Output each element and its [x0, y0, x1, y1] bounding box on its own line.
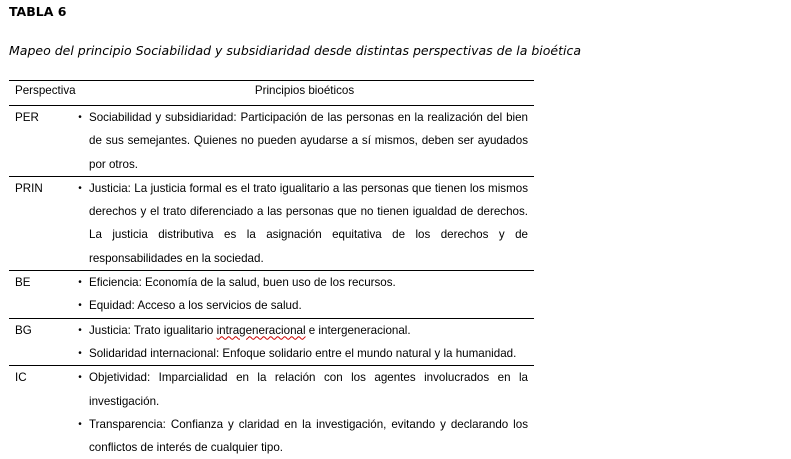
perspective-cell: BE — [15, 276, 31, 290]
bullet-icon: • — [78, 418, 82, 430]
principle-text: Equidad: Acceso a los servicios de salud. — [89, 299, 302, 313]
header-principles: Principios bioéticos — [254, 84, 355, 97]
principle-text: Solidaridad internacional: Enfoque solidario entre el mundo natural y la humanidad. — [89, 346, 517, 360]
table-label: TABLA 6 — [9, 4, 67, 19]
principles-list — [75, 319, 534, 366]
bullet-icon: • — [78, 324, 82, 336]
principle-text — [89, 319, 534, 342]
list-item — [75, 271, 534, 294]
list-item — [75, 294, 534, 317]
list-item — [75, 366, 534, 413]
principle-text: Justicia: La justicia formal es el trato igualitario a las personas que tienen los mismos derechos y el trato diferenciado a las personas que no tienen igualdad de derechos. La justicia distributiva es la asignación equitativa de los derechos y de responsabilidades en la sociedad. — [89, 181, 528, 265]
perspective-cell: PRIN — [15, 181, 43, 195]
principle-text-after: e intergeneracional. — [305, 323, 411, 337]
principle-text: Sociabilidad y subsidiaridad: Participación de las personas en la realización del bien de sus semejantes. Quienes no pueden ayudarse a sí mismos, deben ser ayudados por otros. — [89, 111, 528, 171]
table-row — [9, 177, 534, 271]
principle-text-before: Justicia: Trato igualitario — [89, 323, 217, 337]
bullet-icon: • — [78, 182, 82, 194]
principles-list — [75, 106, 534, 176]
bullet-icon: • — [78, 347, 82, 359]
table-row — [9, 106, 534, 177]
table-header — [9, 81, 534, 106]
table-row — [9, 366, 534, 459]
perspective-cell: IC — [15, 371, 27, 385]
list-item — [75, 319, 534, 342]
table-row — [9, 271, 534, 319]
list-item — [75, 413, 534, 459]
bullet-icon: • — [78, 300, 82, 312]
table-caption: Mapeo del principio Sociabilidad y subsidiaridad desde distintas perspectivas de la bioética — [9, 43, 582, 58]
principles-list — [75, 177, 534, 270]
bullet-icon: • — [78, 372, 82, 384]
list-item — [75, 342, 534, 365]
principle-text: Objetividad: Imparcialidad en la relación con los agentes involucrados en la investigación. — [89, 371, 528, 408]
principle-text: Transparencia: Confianza y claridad en la investigación, evitando y declarando los conflictos de interés de cualquier tipo. — [89, 417, 528, 455]
perspective-cell: BG — [15, 323, 32, 337]
principle-text: Eficiencia: Economía de la salud, buen uso de los recursos. — [89, 276, 396, 290]
header-perspective: Perspectiva — [15, 84, 76, 97]
bullet-icon: • — [78, 277, 82, 289]
spellcheck-flagged-word: intrageneracional — [216, 323, 306, 337]
principles-list — [75, 271, 534, 318]
list-item — [75, 106, 534, 176]
bullet-icon: • — [78, 112, 82, 123]
table-row — [9, 319, 534, 367]
list-item — [75, 177, 534, 270]
principles-table — [9, 80, 534, 459]
principles-list — [75, 366, 534, 459]
perspective-cell: PER — [15, 111, 39, 124]
